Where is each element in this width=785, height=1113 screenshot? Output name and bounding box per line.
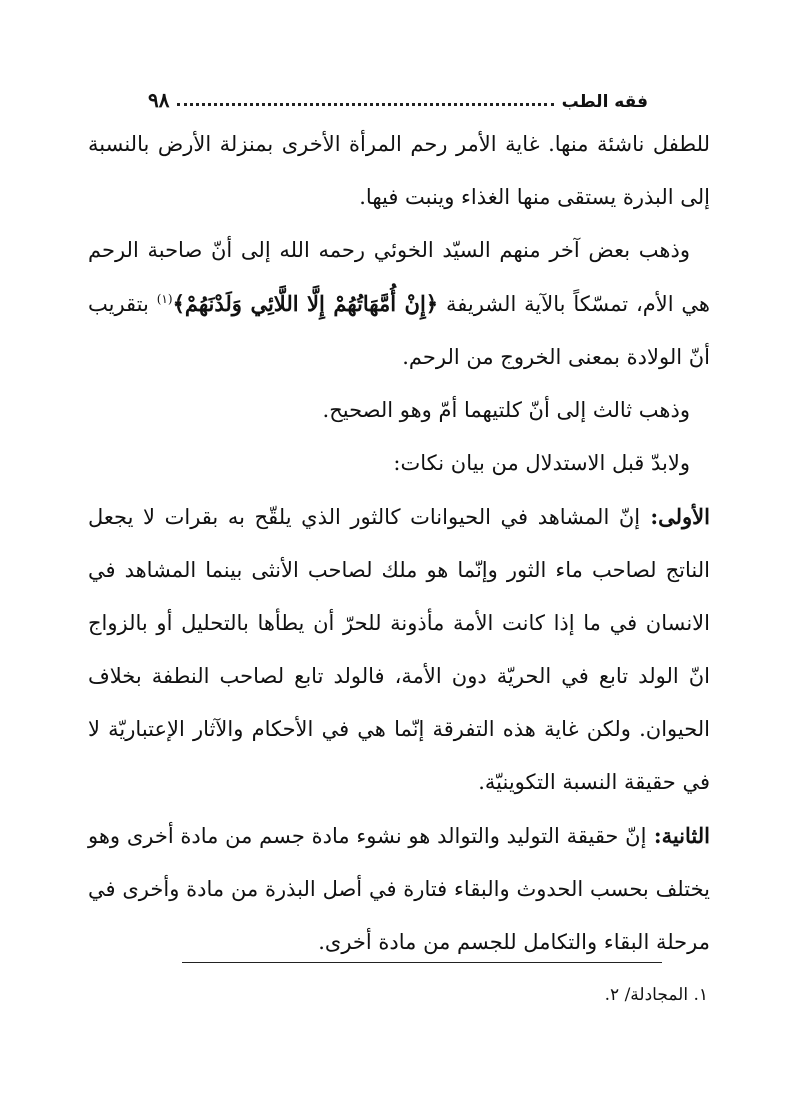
paragraph-2 bbox=[88, 224, 710, 384]
paragraph-3: وذهب ثالث إلى أنّ كلتيهما أمّ وهو الصحيح. bbox=[322, 398, 690, 422]
paragraph-1: للطفل ناشئة منها. غاية الأمر رحم المرأة الأخرى بمنزلة الأرض بالنسبة إلى البذرة يستقى منها الغذاء وينبت فيها. bbox=[88, 132, 710, 209]
paragraph-2-text-b: بتقريب أنّ الولادة بمعنى الخروج من الرحم. bbox=[88, 292, 710, 369]
paragraph-4: ولابدّ قبل الاستدلال من بيان نكات: bbox=[393, 451, 690, 475]
footnote: ١. المجادلة/ ٢. bbox=[604, 985, 708, 1005]
page-header bbox=[148, 78, 648, 112]
paragraph-2-text-a: وذهب بعض آخر منهم السيّد الخوئي رحمه الله إلى أنّ صاحبة الرحم هي الأم، تمسّكاً بالآية الشريفة bbox=[88, 238, 710, 316]
page-number: ٩٨ bbox=[148, 88, 170, 112]
paragraph-6 bbox=[88, 809, 710, 969]
quran-verse: ﴿إِنْ أُمَّهَاتُهُمْ إِلَّا اللَّائِي وَلَدْنَهُمْ﴾ bbox=[172, 291, 439, 316]
paragraph-5-lead: الأولى: bbox=[640, 504, 710, 529]
paragraph-5 bbox=[88, 490, 710, 809]
running-title: فقه الطب bbox=[561, 92, 648, 112]
paragraph-5-text: إنّ المشاهد في الحيوانات كالثور الذي يلقّح به بقرات لا يجعل الناتج لصاحب ماء الثور وإنّما هو ملك لصاحب الأنثى بينما المشاهد في الانسان في ما إذا كانت الأمة مأذونة للحرّ أن يطأها بالتحليل أو بالزواج انّ الولد تابع في الحريّة دون الأمة، فالولد تابع لصاحب النطفة بخلاف الحيوان. ولكن غاية هذه التفرقة إنّما هي في الأحكام والآثار الإعتباريّة لا في حقيقة النسبة التكوينيّة. bbox=[88, 505, 710, 794]
footnote-marker[interactable]: (١) bbox=[156, 292, 173, 306]
header-leader-dots bbox=[177, 103, 553, 106]
footnote-divider bbox=[182, 962, 662, 963]
paragraph-6-lead: الثانية: bbox=[646, 823, 710, 848]
paragraph-6-text: إنّ حقيقة التوليد والتوالد هو نشوء مادة جسم من مادة أخرى وهو يختلف بحسب الحدوث والبقاء فتارة في أصل البذرة من مادة وأخرى في مرحلة البقاء والتكامل للجسم من مادة أخرى. bbox=[88, 824, 710, 954]
body-text bbox=[88, 118, 710, 969]
